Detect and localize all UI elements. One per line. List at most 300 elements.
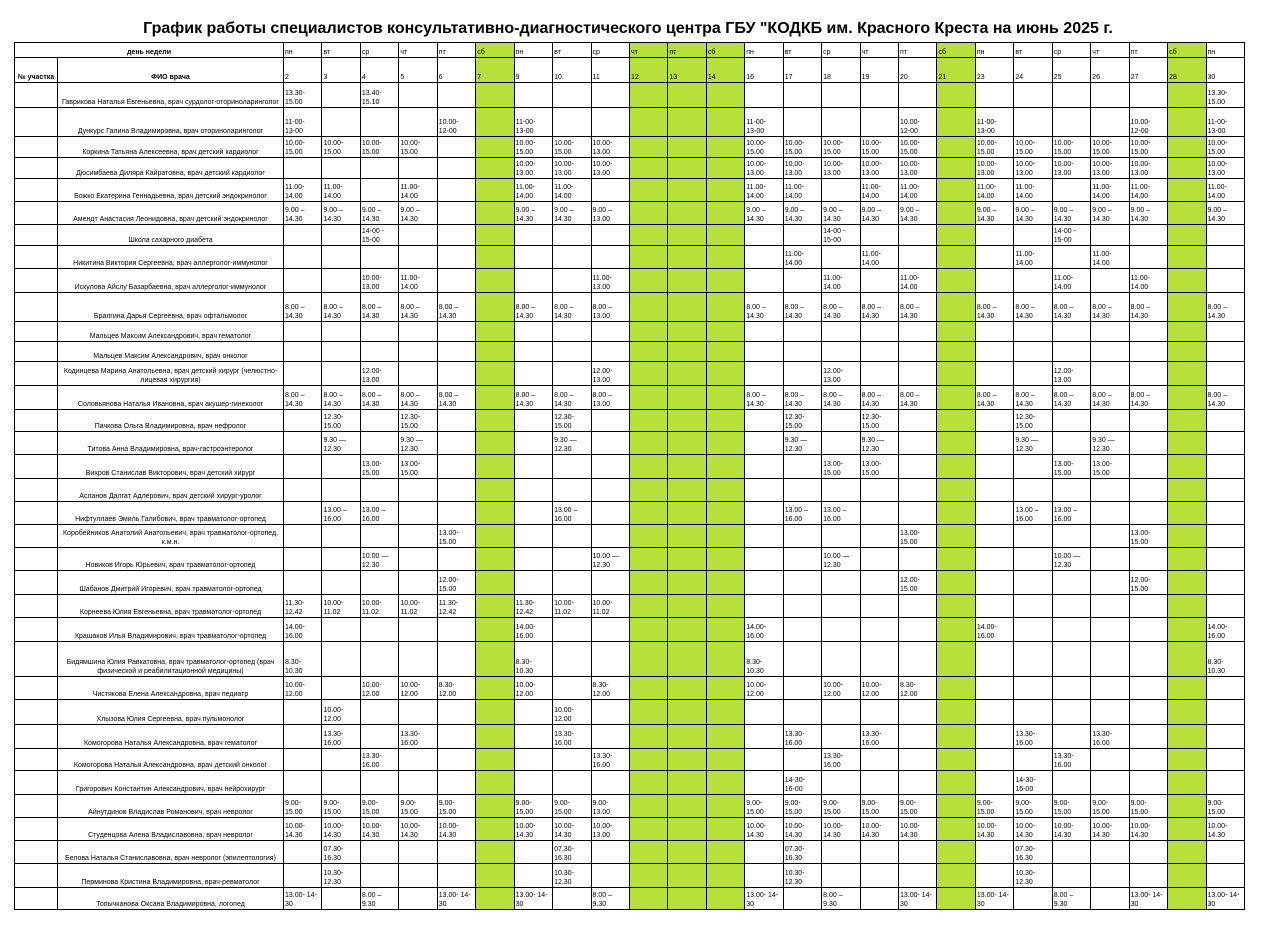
time-cell: 11.00- 14.00 [399,269,437,293]
time-cell [783,888,821,910]
time-cell: 8.00 – 14.30 [553,386,591,410]
time-cell [1206,455,1244,479]
time-cell: 9.00 – 14.30 [1091,202,1129,225]
weekday-cell-16: чт [860,43,898,58]
time-cell [899,455,937,479]
section-number-cell [15,202,58,225]
time-cell: 8.00 – 14.30 [322,386,360,410]
doctor-name: Григорович Константин Александрович, врач нейрохирург [58,771,284,795]
time-cell [284,410,322,432]
time-cell [360,108,398,137]
time-cell [1206,841,1244,864]
time-cell [591,502,629,525]
time-cell [1129,410,1167,432]
time-cell [822,83,860,108]
time-cell [476,246,514,269]
time-cell [706,502,744,525]
time-cell [975,479,1013,502]
time-cell [706,137,744,158]
time-cell [591,322,629,342]
time-cell [668,225,706,246]
time-cell [514,269,552,293]
time-cell: 13.30- 16.00 [822,749,860,771]
time-cell [591,108,629,137]
time-cell [514,479,552,502]
time-cell [629,725,667,749]
time-cell: 9.00- 15.00 [553,795,591,818]
time-cell [1052,642,1090,677]
time-cell [476,795,514,818]
time-cell: 11.00- 14.00 [399,179,437,202]
doctor-row-7 [15,225,1245,246]
time-cell [437,202,475,225]
time-cell [553,618,591,642]
time-cell [860,342,898,362]
time-cell [822,246,860,269]
time-cell [860,479,898,502]
time-cell [553,571,591,595]
time-cell: 12.00- 13.00 [1052,362,1090,386]
time-cell [937,795,975,818]
time-cell [745,771,783,795]
section-number-cell [15,322,58,342]
time-cell [975,642,1013,677]
section-number-cell [15,818,58,841]
time-cell [553,771,591,795]
time-cell: 13.00- 15.00 [899,525,937,548]
time-cell: 10.00- 14.30 [783,818,821,841]
time-cell [1129,700,1167,725]
time-cell: 07.30- 16.30 [1014,841,1052,864]
doctor-row-10 [15,293,1245,322]
weekday-cell-24: сб [1168,43,1206,58]
time-cell: 13.30- 16.00 [360,749,398,771]
time-cell [1052,595,1090,618]
time-cell [514,700,552,725]
time-cell: 13.30- 16.00 [1014,725,1052,749]
time-cell [937,322,975,342]
doctor-row-16 [15,432,1245,455]
time-cell: 9.00 – 13.00 [591,202,629,225]
time-cell: 10.00- 14.30 [284,818,322,841]
time-cell [1091,595,1129,618]
doctor-row-3 [15,137,1245,158]
time-cell [629,700,667,725]
time-cell [1052,179,1090,202]
time-cell [284,525,322,548]
time-cell [1168,362,1206,386]
time-cell [437,725,475,749]
doctor-name: Корнеева Юлия Евгеньевна, врач травматолог-ортопед [58,595,284,618]
time-cell [476,322,514,342]
time-cell [476,864,514,888]
time-cell [822,725,860,749]
time-cell: 10.00- 15.00 [284,137,322,158]
time-cell [1014,108,1052,137]
time-cell [706,571,744,595]
time-cell: 8.00 – 9.30 [360,888,398,910]
time-cell [284,864,322,888]
time-cell [668,342,706,362]
time-cell: 13.00 – 16.00 [822,502,860,525]
section-number-cell [15,771,58,795]
time-cell [629,269,667,293]
section-number-cell [15,137,58,158]
time-cell [1206,749,1244,771]
doctor-row-14 [15,386,1245,410]
doctor-name: Соловьянова Наталья Ивановна, врач акушер-гинеколог [58,386,284,410]
time-cell [553,888,591,910]
day-of-week-label: день недели [15,43,284,58]
time-cell: 8.00 – 14.30 [1091,293,1129,322]
time-cell: 10.00- 11.02 [399,595,437,618]
time-cell [1014,618,1052,642]
date-cell-9: 11 [591,58,629,83]
time-cell [745,479,783,502]
time-cell: 10.30- 12.30 [783,864,821,888]
time-cell [1206,225,1244,246]
time-cell [553,342,591,362]
time-cell [1206,548,1244,571]
time-cell [1129,548,1167,571]
time-cell: 13.30- 16.00 [860,725,898,749]
time-cell [514,225,552,246]
time-cell [706,749,744,771]
time-cell [553,269,591,293]
time-cell: 14-30- 16-00 [783,771,821,795]
date-cell-2: 3 [322,58,360,83]
time-cell: 13.00 – 16.00 [322,502,360,525]
time-cell [706,269,744,293]
time-cell [1168,246,1206,269]
time-cell [399,864,437,888]
time-cell [322,479,360,502]
time-cell [822,771,860,795]
time-cell [629,293,667,322]
time-cell [975,700,1013,725]
doctor-name-header: ФИО врача [58,58,284,83]
time-cell: 10.00- 12.00 [745,677,783,700]
time-cell: 10.00- 13.00 [553,158,591,179]
time-cell [437,246,475,269]
time-cell [937,642,975,677]
doctor-row-11 [15,322,1245,342]
time-cell [322,322,360,342]
doctor-name: Божко Екатерина Геннадьевна, врач детский эндокринолог [58,179,284,202]
doctor-row-34 [15,864,1245,888]
doctor-name: Чистякова Елена Александровна, врач педиатр [58,677,284,700]
section-number-cell [15,246,58,269]
time-cell [937,502,975,525]
time-cell [553,322,591,342]
time-cell [514,725,552,749]
date-cell-23: 27 [1129,58,1167,83]
time-cell [591,83,629,108]
doctor-name: Коркина Татьяна Алексеевна, врач детский кардиолог [58,137,284,158]
time-cell: 12.00- 15.00 [899,571,937,595]
time-cell [975,525,1013,548]
doctor-name: Белова Наталья Станиславовна, врач невролог (эпилептология) [58,841,284,864]
time-cell [706,700,744,725]
time-cell: 14.00- 16.00 [514,618,552,642]
doctor-name: Вихров Станислав Викторович, врач детский хирург [58,455,284,479]
time-cell [860,642,898,677]
time-cell [476,571,514,595]
weekday-cell-6: сб [476,43,514,58]
time-cell [1014,677,1052,700]
time-cell [783,342,821,362]
time-cell [476,386,514,410]
time-cell [937,455,975,479]
time-cell [360,479,398,502]
time-cell [860,618,898,642]
time-cell [745,841,783,864]
time-cell: 10.00- 15.00 [860,137,898,158]
time-cell [476,888,514,910]
time-cell [706,410,744,432]
time-cell [476,83,514,108]
date-cell-7: 9 [514,58,552,83]
time-cell [783,269,821,293]
time-cell: 8.00 – 9.30 [591,888,629,910]
time-cell [975,749,1013,771]
time-cell [706,108,744,137]
time-cell [399,642,437,677]
date-cell-4: 5 [399,58,437,83]
time-cell: 8.00 – 14.30 [860,386,898,410]
time-cell: 11.00- 14.00 [1091,179,1129,202]
time-cell [706,293,744,322]
doctor-row-20 [15,525,1245,548]
time-cell [1091,525,1129,548]
time-cell: 10.00- 15.00 [360,137,398,158]
time-cell [860,269,898,293]
time-cell: 12.30- 15.00 [399,410,437,432]
time-cell [822,410,860,432]
time-cell [899,725,937,749]
time-cell [1052,864,1090,888]
time-cell: 8.00 – 14.30 [899,293,937,322]
time-cell: 10.30- 12.30 [322,864,360,888]
time-cell [514,432,552,455]
time-cell: 10.00- 12.00 [860,677,898,700]
time-cell [629,342,667,362]
time-cell [399,322,437,342]
time-cell [860,548,898,571]
time-cell [668,293,706,322]
time-cell [706,795,744,818]
time-cell [476,455,514,479]
time-cell: 10.00- 13.00 [860,158,898,179]
section-number-cell [15,677,58,700]
time-cell [322,455,360,479]
time-cell [1206,677,1244,700]
time-cell [476,841,514,864]
time-cell [783,618,821,642]
time-cell: 8.00 – 14.30 [1129,293,1167,322]
time-cell: 10.00- 13.00 [514,158,552,179]
time-cell [1206,571,1244,595]
time-cell: 13.00- 15.00 [437,525,475,548]
section-number-cell [15,502,58,525]
time-cell: 13.00- 15.00 [822,455,860,479]
time-cell: 10.00- 12-00 [1129,108,1167,137]
schedule-table [14,42,1245,910]
time-cell [1168,293,1206,322]
time-cell [860,502,898,525]
time-cell [553,525,591,548]
time-cell: 8.00 – 14.30 [399,293,437,322]
time-cell [629,642,667,677]
time-cell [860,108,898,137]
time-cell [937,410,975,432]
doctor-name: Искулова Айслу Базарбаевна, врач аллерголог-иммунолог [58,269,284,293]
time-cell [629,525,667,548]
time-cell: 14-30- 16-00 [1014,771,1052,795]
time-cell: 13.00- 14- 30 [284,888,322,910]
time-cell [1129,455,1167,479]
time-cell [1091,479,1129,502]
time-cell [668,455,706,479]
doctor-row-8 [15,246,1245,269]
time-cell [629,479,667,502]
date-cell-6: 7 [476,58,514,83]
time-cell [1129,618,1167,642]
doctor-row-26 [15,677,1245,700]
date-cell-25: 30 [1206,58,1244,83]
time-cell [860,700,898,725]
time-cell: 11.00- 14.00 [1206,179,1244,202]
time-cell [476,677,514,700]
time-cell [745,83,783,108]
time-cell [591,771,629,795]
time-cell [437,771,475,795]
time-cell [360,158,398,179]
time-cell [975,841,1013,864]
time-cell [1168,455,1206,479]
time-cell: 11.30- 12.42 [514,595,552,618]
time-cell [629,83,667,108]
time-cell: 10.00- 12.00 [514,677,552,700]
time-cell [822,108,860,137]
time-cell [1168,269,1206,293]
time-cell [284,455,322,479]
time-cell: 9.00- 15.00 [1052,795,1090,818]
time-cell [1052,841,1090,864]
time-cell [1206,700,1244,725]
time-cell [1052,725,1090,749]
time-cell [476,479,514,502]
time-cell: 10.00- 13.00 [591,158,629,179]
time-cell [399,571,437,595]
time-cell: 11.30- 12.42 [437,595,475,618]
time-cell: 8.00 – 14.30 [1014,293,1052,322]
time-cell [629,362,667,386]
doctor-name: Бралгина Дарья Сергеевна, врач офтальмолог [58,293,284,322]
time-cell: 10.00 — 12.30 [1052,548,1090,571]
time-cell: 13.00 – 16.00 [553,502,591,525]
time-cell [745,362,783,386]
time-cell [591,571,629,595]
time-cell [399,479,437,502]
time-cell [783,595,821,618]
time-cell [284,225,322,246]
time-cell: 10.30- 12.30 [1014,864,1052,888]
time-cell [476,342,514,362]
time-cell [899,410,937,432]
time-cell [591,841,629,864]
time-cell [322,618,360,642]
time-cell [629,864,667,888]
time-cell: 8.00 – 14.30 [437,293,475,322]
time-cell [1129,749,1167,771]
time-cell [937,864,975,888]
time-cell [1091,888,1129,910]
time-cell [1052,108,1090,137]
time-cell [668,818,706,841]
time-cell [1014,749,1052,771]
time-cell: 11.00- 14.00 [860,246,898,269]
time-cell: 9.00- 15.00 [899,795,937,818]
time-cell: 8.00 – 14.30 [1129,386,1167,410]
doctor-name: Титова Анна Владимировна, врач-гастроэнтеролог [58,432,284,455]
time-cell [937,202,975,225]
time-cell: 10.00- 14.30 [1129,818,1167,841]
time-cell: 12.00- 15.00 [437,571,475,595]
time-cell [399,888,437,910]
time-cell: 10.00- 14.30 [553,818,591,841]
time-cell [399,700,437,725]
date-cell-10: 12 [629,58,667,83]
date-cell-8: 10. [553,58,591,83]
time-cell [783,749,821,771]
time-cell [437,548,475,571]
time-cell: 13.00- 14- 30 [1129,888,1167,910]
time-cell: 8.00 – 14.30 [514,293,552,322]
time-cell [975,725,1013,749]
time-cell: 9.30 — 12.30 [1014,432,1052,455]
doctor-row-9 [15,269,1245,293]
doctor-name: Крашаков Илья Владимирович, врач травматолог-ортопед [58,618,284,642]
time-cell [668,571,706,595]
time-cell: 10.00- 12.00 [284,677,322,700]
time-cell [706,322,744,342]
section-number-cell [15,432,58,455]
time-cell [783,479,821,502]
time-cell [668,771,706,795]
time-cell [706,525,744,548]
time-cell [706,818,744,841]
time-cell: 9.30 — 12.30 [322,432,360,455]
time-cell [937,362,975,386]
doctor-row-1 [15,83,1245,108]
time-cell [629,595,667,618]
time-cell [668,595,706,618]
time-cell [553,677,591,700]
time-cell [668,677,706,700]
time-cell [937,618,975,642]
time-cell: 11.00- 14.00 [1091,246,1129,269]
time-cell [668,269,706,293]
time-cell: 07.30- 16.30 [322,841,360,864]
date-cell-14: 17 [783,58,821,83]
time-cell: 8.30- 10.30 [1206,642,1244,677]
time-cell [437,83,475,108]
time-cell: 10.00- 14.30 [975,818,1013,841]
date-cell-11: 13 [668,58,706,83]
time-cell [668,179,706,202]
time-cell [322,158,360,179]
